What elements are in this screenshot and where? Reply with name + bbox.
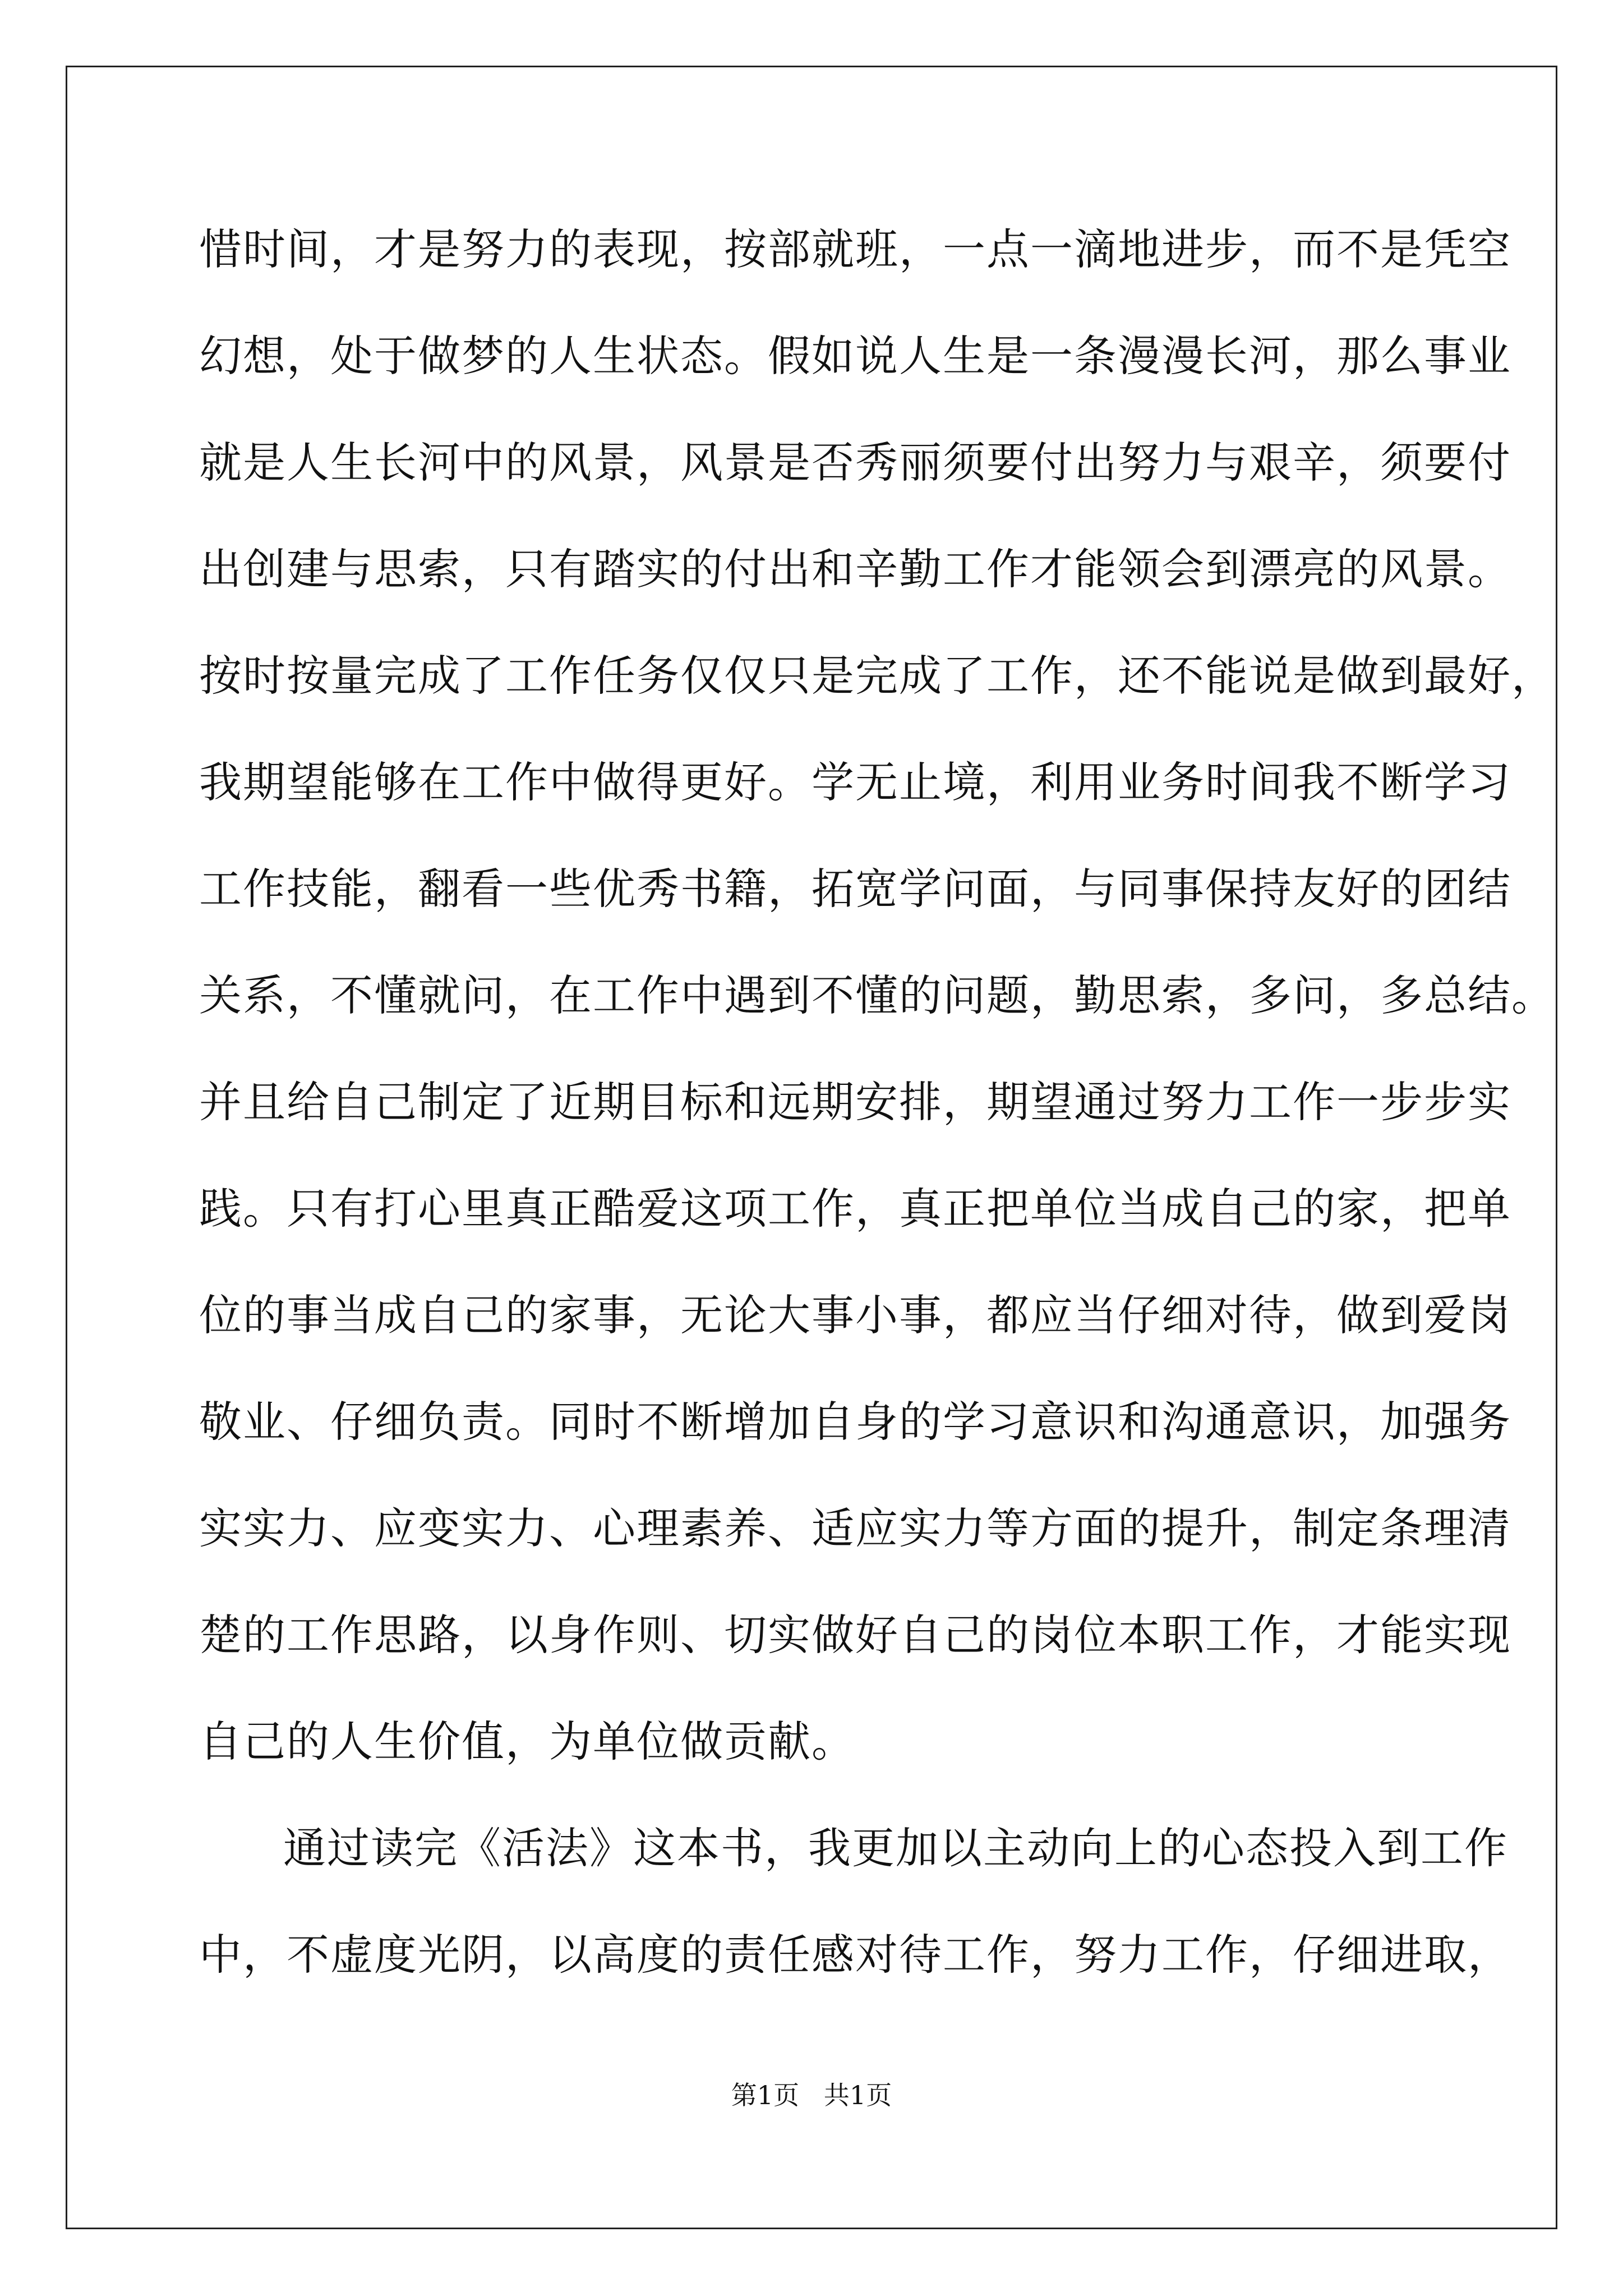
text-line-8: 关系，不懂就问，在工作中遇到不懂的问题，勤思索，多问，多总结。 <box>199 970 1555 1020</box>
text-line-12: 敬业、仔细负责。同时不断增加自身的学习意识和沟通意识，加强务 <box>199 1397 1511 1447</box>
text-line-2: 幻想，处于做梦的人生状态。假如说人生是一条漫漫长河，那么事业 <box>199 331 1511 381</box>
text-line-4: 出创建与思索，只有踏实的付出和辛勤工作才能领会到漂亮的风景。 <box>199 544 1511 594</box>
text-line-5: 按时按量完成了工作任务仅仅只是完成了工作，还不能说是做到最好， <box>199 651 1555 701</box>
text-line-14: 楚的工作思路，以身作则、切实做好自己的岗位本职工作，才能实现 <box>199 1610 1511 1660</box>
text-line-11: 位的事当成自己的家事，无论大事小事，都应当仔细对待，做到爱岗 <box>199 1290 1511 1340</box>
text-line-3: 就是人生长河中的风景，风景是否秀丽须要付出努力与艰辛，须要付 <box>199 438 1511 487</box>
text-line-9: 并且给自己制定了近期目标和远期安排，期望通过努力工作一步步实 <box>199 1077 1511 1127</box>
text-line-13: 实实力、应变实力、心理素养、适应实力等方面的提升，制定条理清 <box>199 1503 1511 1553</box>
text-line-7: 工作技能，翻看一些优秀书籍，拓宽学问面，与同事保持友好的团结 <box>199 864 1511 914</box>
text-line-1: 惜时间，才是努力的表现，按部就班，一点一滴地进步，而不是凭空 <box>199 224 1511 274</box>
text-line-10: 践。只有打心里真正酷爱这项工作，真正把单位当成自己的家，把单 <box>199 1184 1511 1234</box>
text-line-6: 我期望能够在工作中做得更好。学无止境，利用业务时间我不断学习 <box>199 757 1511 807</box>
text-line-15: 自己的人生价值，为单位做贡献。 <box>199 1717 855 1766</box>
page-number: 第1页 共1页 <box>731 2080 892 2110</box>
page-border <box>66 66 1557 2229</box>
text-line-17: 中，不虚度光阴，以高度的责任感对待工作，努力工作，仔细进取， <box>199 1930 1511 1980</box>
text-line-16: 通过读完《活法》这本书，我更加以主动向上的心态投入到工作 <box>283 1823 1508 1873</box>
